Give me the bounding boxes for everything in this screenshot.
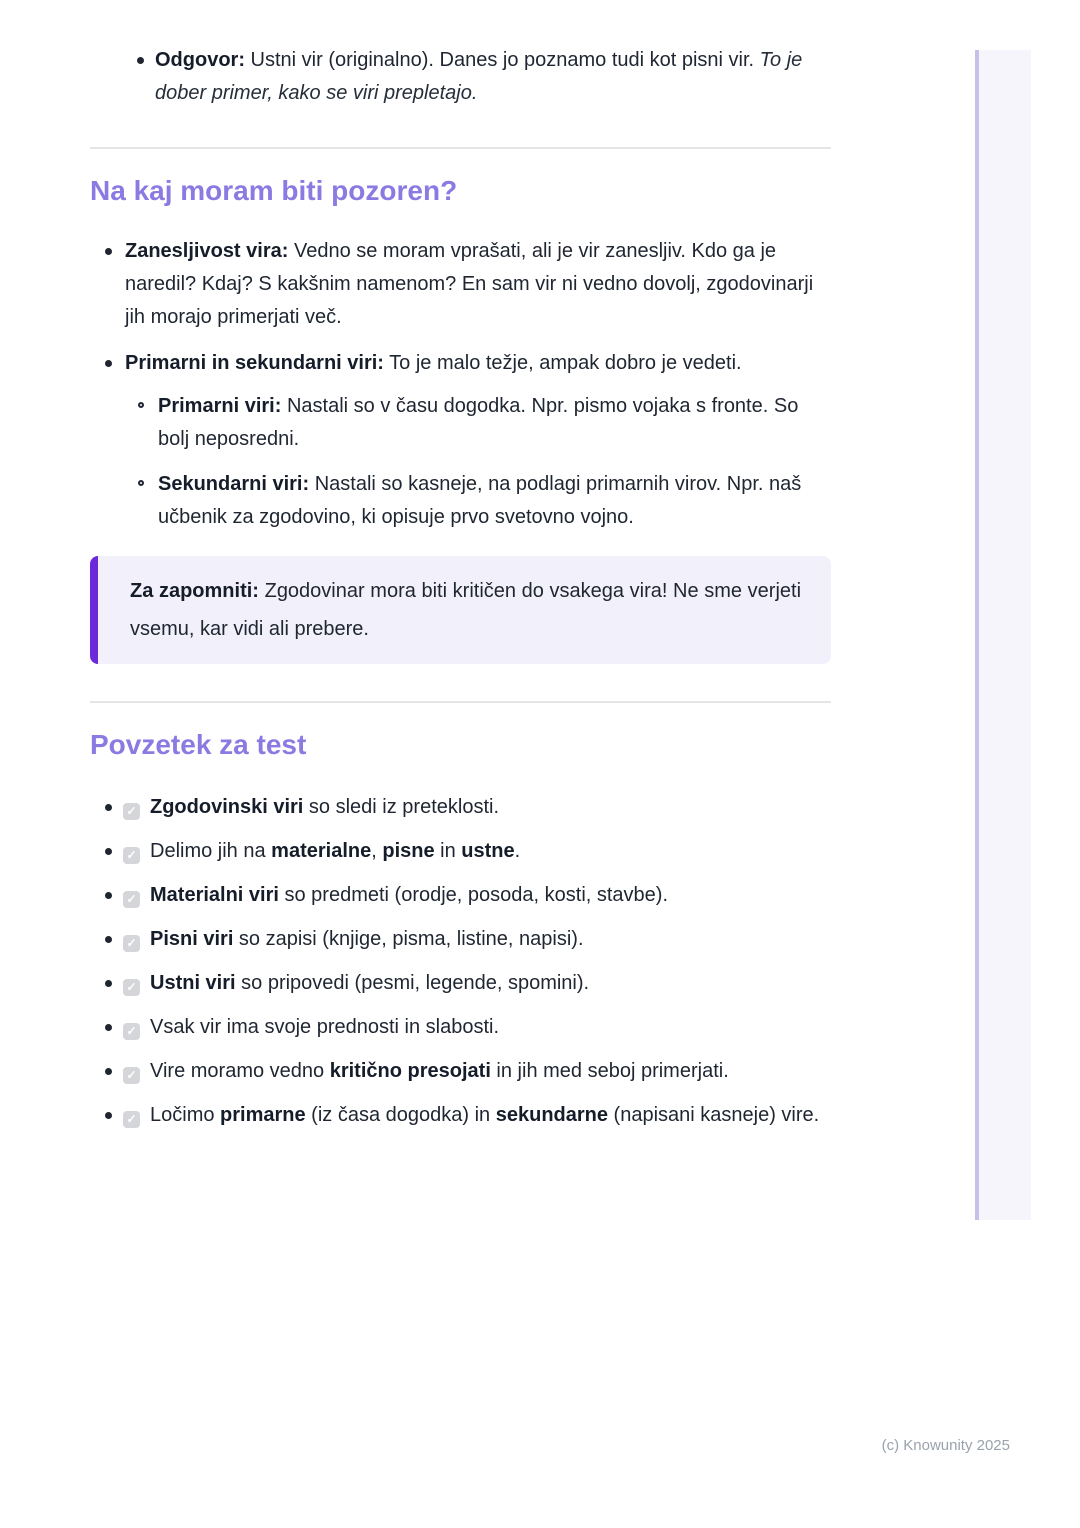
summary-checklist	[90, 791, 831, 1132]
attention-bullet-list	[90, 235, 831, 534]
bullet-icon	[105, 848, 112, 855]
bullet-text	[125, 235, 831, 334]
document-content	[90, 0, 831, 1143]
text-segment: so predmeti (orodje, posoda, kosti, stavbe).	[278, 884, 669, 906]
text-segment: Primarni in sekundarni viri:	[125, 352, 384, 374]
text-segment: Nastali so kasneje, na podlagi primarnih virov. Npr. naš učbenik za zgodovino, ki opisuje prvo svetovno vojno.	[158, 473, 802, 528]
footer-copyright: (c) Knowunity 2025	[881, 1437, 1010, 1454]
text-segment: .	[514, 840, 521, 862]
section-divider	[90, 147, 831, 149]
checkbox-checked-icon: ✓	[123, 935, 140, 952]
text-segment: sekundarne	[495, 1104, 608, 1126]
text-segment: Nastali so v času dogodka. Npr. pismo vojaka s fronte. So bolj neposredni.	[158, 395, 799, 450]
lead-list	[90, 44, 831, 110]
callout-text	[130, 572, 801, 648]
text-segment: primarne	[220, 1104, 306, 1126]
text-segment: Ustni vir (originalno). Danes jo poznamo tudi kot pisni vir.	[245, 49, 760, 71]
text-segment: Pisni viri	[150, 928, 234, 950]
bullet-icon	[105, 936, 112, 943]
text-segment: To je dober primer, kako se viri prepletajo.	[155, 49, 803, 104]
checkbox-checked-icon: ✓	[123, 1111, 140, 1128]
text-segment: Zanesljivost vira:	[125, 240, 289, 262]
text-segment: Zgodovinar mora biti kritičen do vsakega vira! Ne sme verjeti vsemu, kar vidi ali prebere.	[130, 580, 802, 640]
next-page-edge	[975, 50, 1031, 1220]
text-segment: so pripovedi (pesmi, legende, spomini).	[235, 972, 590, 994]
text-segment: Ustni viri	[150, 972, 236, 994]
bullet-text	[125, 347, 831, 380]
bullet-icon	[105, 1024, 112, 1031]
checklist-item	[90, 835, 831, 868]
circle-bullet-icon	[138, 480, 144, 486]
sub-bullet-item	[125, 468, 831, 534]
text-segment: pisne	[382, 840, 435, 862]
text-segment: (napisani kasneje) vire.	[608, 1104, 820, 1126]
checkbox-checked-icon: ✓	[123, 1023, 140, 1040]
text-segment: Ločimo	[150, 1104, 221, 1126]
bullet-icon	[105, 804, 112, 811]
bullet-icon	[105, 360, 112, 367]
list-item	[90, 44, 831, 110]
text-segment: Za zapomniti:	[130, 580, 259, 602]
bullet-text	[155, 44, 831, 110]
checkbox-checked-icon: ✓	[123, 1067, 140, 1084]
text-segment: materialne	[271, 840, 372, 862]
text-segment: Zgodovinski viri	[150, 796, 304, 818]
text-segment: Vire moramo vedno	[150, 1060, 330, 1082]
text-segment: Vsak vir ima svoje prednosti in slabosti.	[150, 1016, 500, 1038]
checkbox-checked-icon: ✓	[123, 803, 140, 820]
sub-bullet-item	[125, 390, 831, 456]
sub-bullet-text	[158, 468, 831, 534]
bullet-icon	[105, 1068, 112, 1075]
bullet-item	[90, 235, 831, 334]
text-segment: To je malo težje, ampak dobro je vedeti.	[383, 352, 742, 374]
section-divider	[90, 701, 831, 703]
checklist-item	[90, 1055, 831, 1088]
text-segment: so sledi iz preteklosti.	[303, 796, 499, 818]
bullet-icon	[105, 248, 112, 255]
checklist-item	[90, 1099, 831, 1132]
text-segment: Materialni viri	[150, 884, 279, 906]
section-title-attention: Na kaj moram biti pozoren?	[90, 175, 458, 206]
bullet-icon	[105, 1112, 112, 1119]
text-segment: so zapisi (knjige, pisma, listine, napisi).	[233, 928, 584, 950]
text-segment: Sekundarni viri:	[158, 473, 310, 495]
checkbox-checked-icon: ✓	[123, 847, 140, 864]
text-segment: in jih med seboj primerjati.	[490, 1060, 729, 1082]
sub-bullet-list	[125, 390, 831, 534]
text-segment: in	[434, 840, 462, 862]
callout-box	[90, 556, 831, 664]
text-segment: Odgovor:	[155, 49, 245, 71]
bullet-icon	[105, 892, 112, 899]
text-segment: ustne	[461, 840, 515, 862]
checklist-item	[90, 923, 831, 956]
bullet-icon	[105, 980, 112, 987]
circle-bullet-icon	[138, 402, 144, 408]
checklist-item	[90, 967, 831, 1000]
bullet-item	[90, 347, 831, 534]
sub-bullet-text	[158, 390, 831, 456]
bullet-icon	[137, 57, 144, 64]
checkbox-checked-icon: ✓	[123, 891, 140, 908]
checklist-item	[90, 879, 831, 912]
text-segment: Primarni viri:	[158, 395, 282, 417]
checklist-item	[90, 1011, 831, 1044]
checkbox-checked-icon: ✓	[123, 979, 140, 996]
text-segment: Delimo jih na	[150, 840, 272, 862]
text-segment: (iz časa dogodka) in	[305, 1104, 496, 1126]
section-title-summary: Povzetek za test	[90, 729, 307, 760]
checklist-item	[90, 791, 831, 824]
text-segment: ,	[371, 840, 383, 862]
text-segment: kritično presojati	[329, 1060, 491, 1082]
text-segment: Vedno se moram vprašati, ali je vir zanesljiv. Kdo ga je naredil? Kdaj? S kakšnim namenom? En sam vir ni vedno dovolj, zgodovinarji jih morajo primerjati več.	[125, 240, 814, 328]
